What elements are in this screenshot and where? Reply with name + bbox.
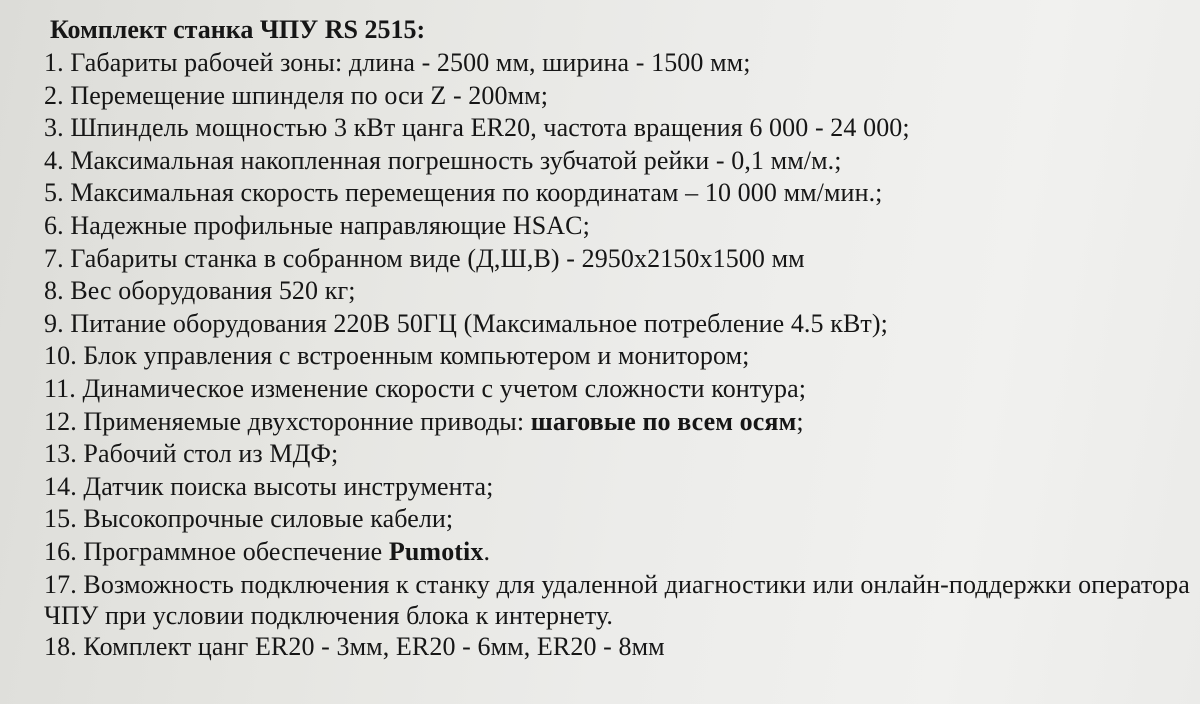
item-bold-text: Pumotix xyxy=(388,536,484,566)
item-text: Высокопрочные силовые кабели; xyxy=(83,504,454,534)
item-text: Комплект цанг ER20 - 3мм, ER20 - 6мм, ER20 - 8мм xyxy=(83,631,665,661)
list-item xyxy=(44,631,1194,664)
item-text: Максимальная скорость перемещения по координатам – 10 000 мм/мин.; xyxy=(70,178,883,208)
list-item xyxy=(44,471,1194,504)
list-item xyxy=(44,80,1194,113)
list-item xyxy=(44,373,1194,406)
item-text: Программное обеспечение xyxy=(83,536,389,566)
list-item xyxy=(44,177,1194,210)
item-text: Шпиндель мощностью 3 кВт цанга ER20, частота вращения 6 000 - 24 000; xyxy=(70,113,910,143)
item-number: 8. xyxy=(44,276,64,306)
list-item xyxy=(44,340,1194,373)
item-number: 6. xyxy=(44,210,64,240)
item-text: Максимальная накопленная погрешность зубчатой рейки - 0,1 мм/м.; xyxy=(70,145,842,175)
item-number: 10. xyxy=(44,341,77,371)
list-item xyxy=(44,569,1194,631)
item-text: Возможность подключения к станку для удаленной диагностики или онлайн-поддержки оператора ЧПУ при условии подключения блока к интернету. xyxy=(44,569,1190,630)
spec-document xyxy=(44,14,1194,663)
item-text: Перемещение шпинделя по оси Z - 200мм; xyxy=(70,80,549,110)
item-text: Датчик поиска высоты инструмента; xyxy=(83,471,494,501)
item-text: Габариты рабочей зоны: длина - 2500 мм, ширина - 1500 мм; xyxy=(70,48,751,77)
document-title: Комплект станка ЧПУ RS 2515: xyxy=(50,15,426,44)
item-bold-text: шаговые по всем осям xyxy=(530,406,797,436)
item-number: 12. xyxy=(44,406,77,436)
item-text: Динамическое изменение скорости с учетом сложности контура; xyxy=(82,373,807,403)
item-text: Питание оборудования 220В 50ГЦ (Максимальное потребление 4.5 кВт); xyxy=(70,308,888,338)
list-item xyxy=(44,243,1194,276)
list-item xyxy=(44,145,1194,178)
item-number: 9. xyxy=(44,308,64,338)
item-number: 3. xyxy=(44,113,64,143)
item-number: 15. xyxy=(44,504,77,534)
item-text: Рабочий стол из МДФ; xyxy=(83,439,339,469)
item-number: 2. xyxy=(44,80,64,110)
item-number: 7. xyxy=(44,243,64,273)
item-number: 1. xyxy=(44,48,64,77)
list-item xyxy=(44,47,1194,80)
item-text: Применяемые двухсторонние приводы: xyxy=(83,406,531,436)
list-item xyxy=(44,112,1194,145)
item-text: Надежные профильные направляющие HSAC; xyxy=(70,210,590,240)
list-item xyxy=(44,536,1194,569)
item-number: 18. xyxy=(44,631,77,661)
item-text: Габариты станка в собранном виде (Д,Ш,В) - 2950х2150х1500 мм xyxy=(70,243,805,273)
list-item xyxy=(44,438,1194,471)
item-number: 13. xyxy=(44,439,77,469)
item-tail: . xyxy=(483,536,491,566)
item-text: Блок управления с встроенным компьютером и монитором; xyxy=(83,341,750,371)
item-number: 11. xyxy=(44,373,76,403)
item-number: 14. xyxy=(44,471,77,501)
item-number: 4. xyxy=(44,145,64,175)
list-item xyxy=(44,210,1194,243)
item-tail: ; xyxy=(796,406,804,436)
list-item xyxy=(44,503,1194,536)
item-number: 17. xyxy=(44,569,77,599)
list-item xyxy=(44,275,1194,308)
list-item xyxy=(44,308,1194,341)
item-number: 5. xyxy=(44,178,64,208)
list-item xyxy=(44,406,1194,439)
item-number: 16. xyxy=(44,536,77,566)
item-text: Вес оборудования 520 кг; xyxy=(70,276,356,306)
